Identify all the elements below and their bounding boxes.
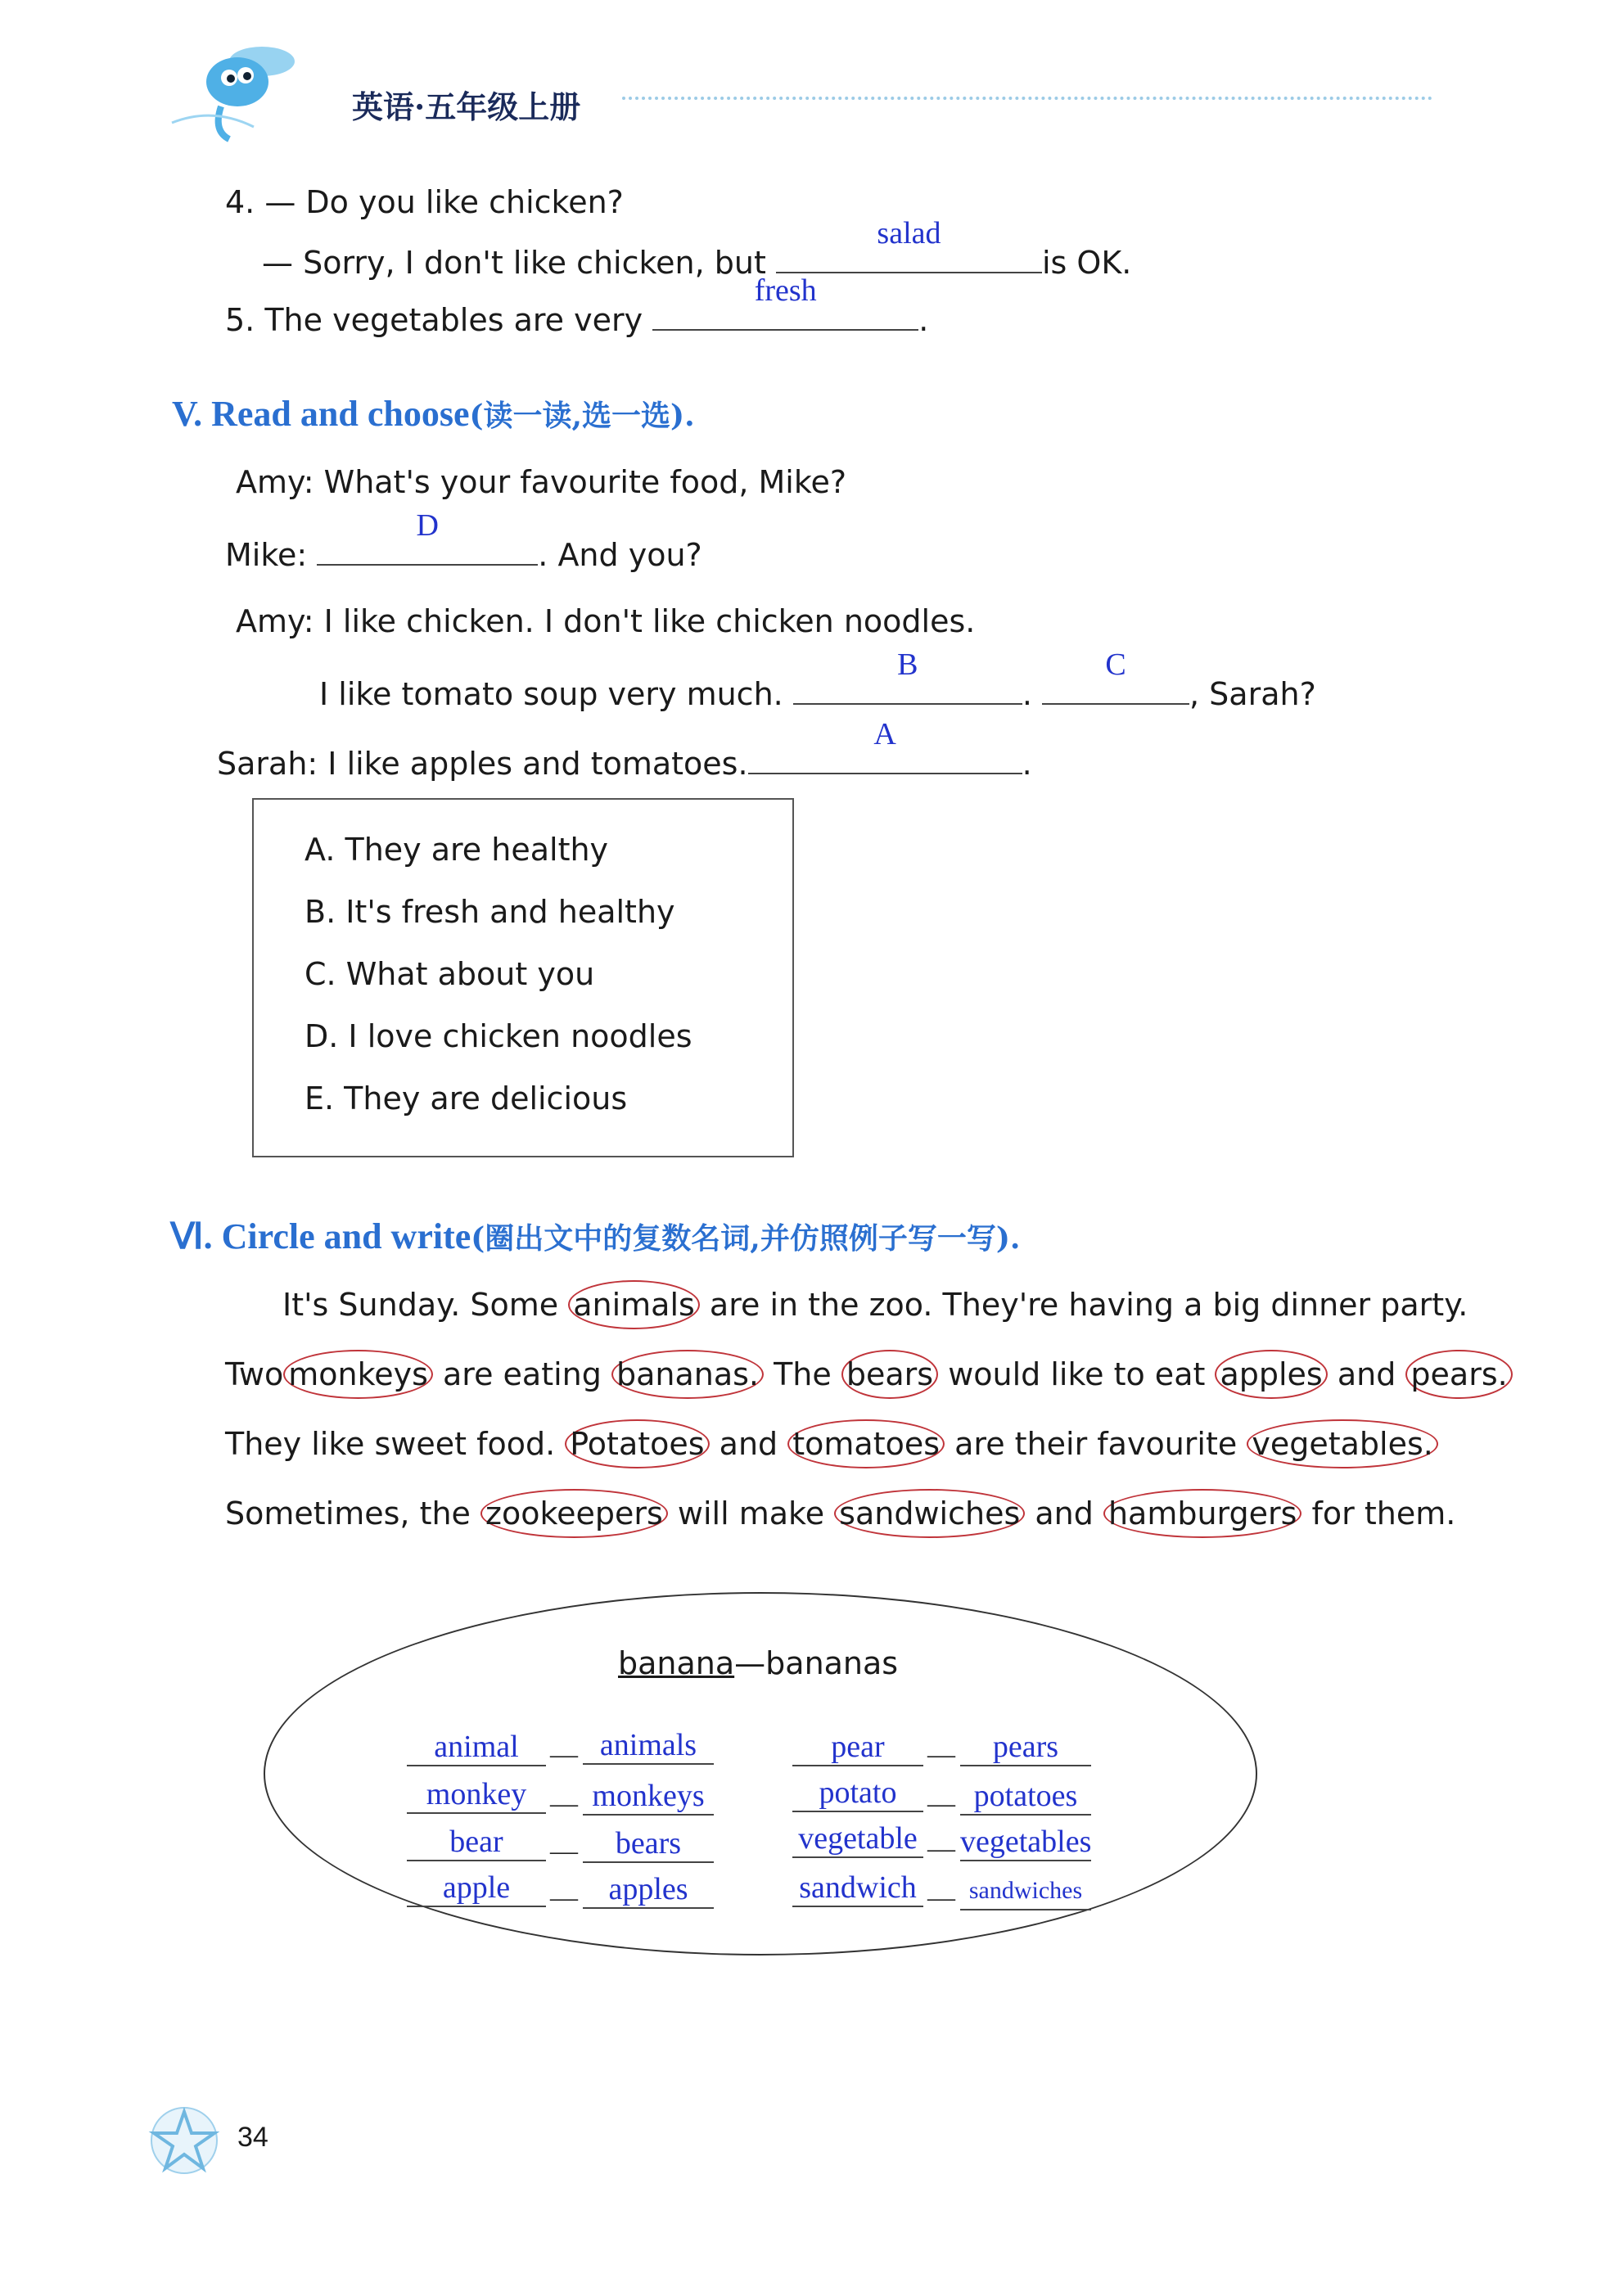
plural-blank[interactable]: monkeys xyxy=(583,1778,714,1816)
plural-blank[interactable]: sandwiches xyxy=(960,1873,1091,1910)
mascot-icon xyxy=(164,25,311,147)
circled-noun[interactable]: monkeys xyxy=(283,1350,433,1399)
plural-blank[interactable]: apples xyxy=(583,1871,714,1909)
section6-title: Ⅵ. Circle and write(圈出文中的复数名词,并仿照例子写一写). xyxy=(170,1216,1021,1256)
pair-dash: — xyxy=(927,1739,955,1770)
option-e: E. They are delicious xyxy=(304,1080,628,1116)
pair-dash: — xyxy=(550,1739,578,1770)
pair-dash: — xyxy=(550,1836,578,1866)
circled-noun[interactable]: sandwiches xyxy=(834,1489,1025,1538)
options-box xyxy=(252,798,794,1157)
circled-noun[interactable]: Potatoes xyxy=(565,1419,709,1468)
dialog-line3: Amy: I like chicken. I don't like chicken noodles. xyxy=(236,603,976,639)
passage-line3: They like sweet food. Potatoes and tomatoes are their favourite vegetables. xyxy=(225,1428,1438,1459)
plural-blank[interactable]: pears xyxy=(960,1729,1091,1766)
circled-noun[interactable]: bananas. xyxy=(611,1350,764,1399)
pair-dash: — xyxy=(927,1883,955,1913)
singular-blank[interactable]: apple xyxy=(407,1870,546,1907)
star-icon xyxy=(147,2104,221,2177)
dialog-answer3-blank[interactable]: C xyxy=(1042,675,1189,705)
dialog-line2: Mike: D . And you? xyxy=(225,508,702,573)
page-number: 34 xyxy=(237,2122,268,2153)
section5-title: V. Read and choose(读一读,选一选). xyxy=(172,394,695,434)
option-a: A. They are healthy xyxy=(304,832,609,868)
plural-blank[interactable]: animals xyxy=(583,1727,714,1765)
circled-noun[interactable]: pears. xyxy=(1405,1350,1512,1399)
singular-blank[interactable]: animal xyxy=(407,1729,546,1766)
dialog-line1: Amy: What's your favourite food, Mike? xyxy=(236,464,847,500)
plural-blank[interactable]: potatoes xyxy=(960,1778,1091,1816)
singular-blank[interactable]: bear xyxy=(407,1824,546,1861)
singular-blank[interactable]: sandwich xyxy=(792,1870,923,1907)
plural-blank[interactable]: bears xyxy=(583,1825,714,1863)
option-c: C. What about you xyxy=(304,956,595,992)
option-d: D. I love chicken noodles xyxy=(304,1018,692,1054)
circled-noun[interactable]: apples xyxy=(1215,1350,1327,1399)
singular-blank[interactable]: potato xyxy=(792,1775,923,1812)
singular-blank[interactable]: monkey xyxy=(407,1776,546,1814)
pair-dash: — xyxy=(927,1789,955,1819)
plural-blank[interactable]: vegetables xyxy=(960,1824,1091,1861)
header-title: 英语·五年级上册 xyxy=(352,88,581,125)
pair-dash: — xyxy=(927,1834,955,1864)
q4-line1: 4. — Do you like chicken? xyxy=(225,184,624,220)
example-pair: banana—bananas xyxy=(618,1645,899,1681)
circled-noun[interactable]: vegetables. xyxy=(1247,1419,1438,1468)
circled-noun[interactable]: zookeepers xyxy=(480,1489,668,1538)
circled-noun[interactable]: animals xyxy=(568,1280,700,1329)
circled-noun[interactable]: hamburgers xyxy=(1103,1489,1301,1538)
q4-line2: — Sorry, I don't like chicken, but salad is OK. xyxy=(262,216,1132,281)
circled-noun[interactable]: tomatoes xyxy=(787,1419,945,1468)
dialog-answer2-blank[interactable]: B xyxy=(793,675,1022,705)
option-b: B. It's fresh and healthy xyxy=(304,894,675,930)
singular-blank[interactable]: vegetable xyxy=(792,1820,923,1858)
pair-dash: — xyxy=(550,1789,578,1819)
dialog-answer1-blank[interactable]: D xyxy=(317,536,538,566)
passage-line2: Two monkeys are eating bananas. The bears would like to eat apples and pears. xyxy=(225,1359,1513,1390)
pair-dash: — xyxy=(550,1883,578,1913)
dialog-line4: I like tomato soup very much. B . C , Sarah? xyxy=(319,647,1316,712)
dialog-line5: Sarah: I like apples and tomatoes. A . xyxy=(217,717,1032,782)
q5-line: 5. The vegetables are very fresh . xyxy=(225,273,929,338)
q4-answer-blank[interactable]: salad xyxy=(776,244,1042,273)
singular-blank[interactable]: pear xyxy=(792,1729,923,1766)
circled-noun[interactable]: bears xyxy=(841,1350,938,1399)
passage-line4: Sometimes, the zookeepers will make sandwiches and hamburgers for them. xyxy=(225,1498,1455,1529)
passage-line1: It's Sunday. Some animals are in the zoo. They're having a big dinner party. xyxy=(282,1289,1468,1320)
q5-answer-blank[interactable]: fresh xyxy=(652,301,918,331)
dialog-answer4-blank[interactable]: A xyxy=(748,745,1022,774)
header-dotted-rule xyxy=(622,97,1432,100)
